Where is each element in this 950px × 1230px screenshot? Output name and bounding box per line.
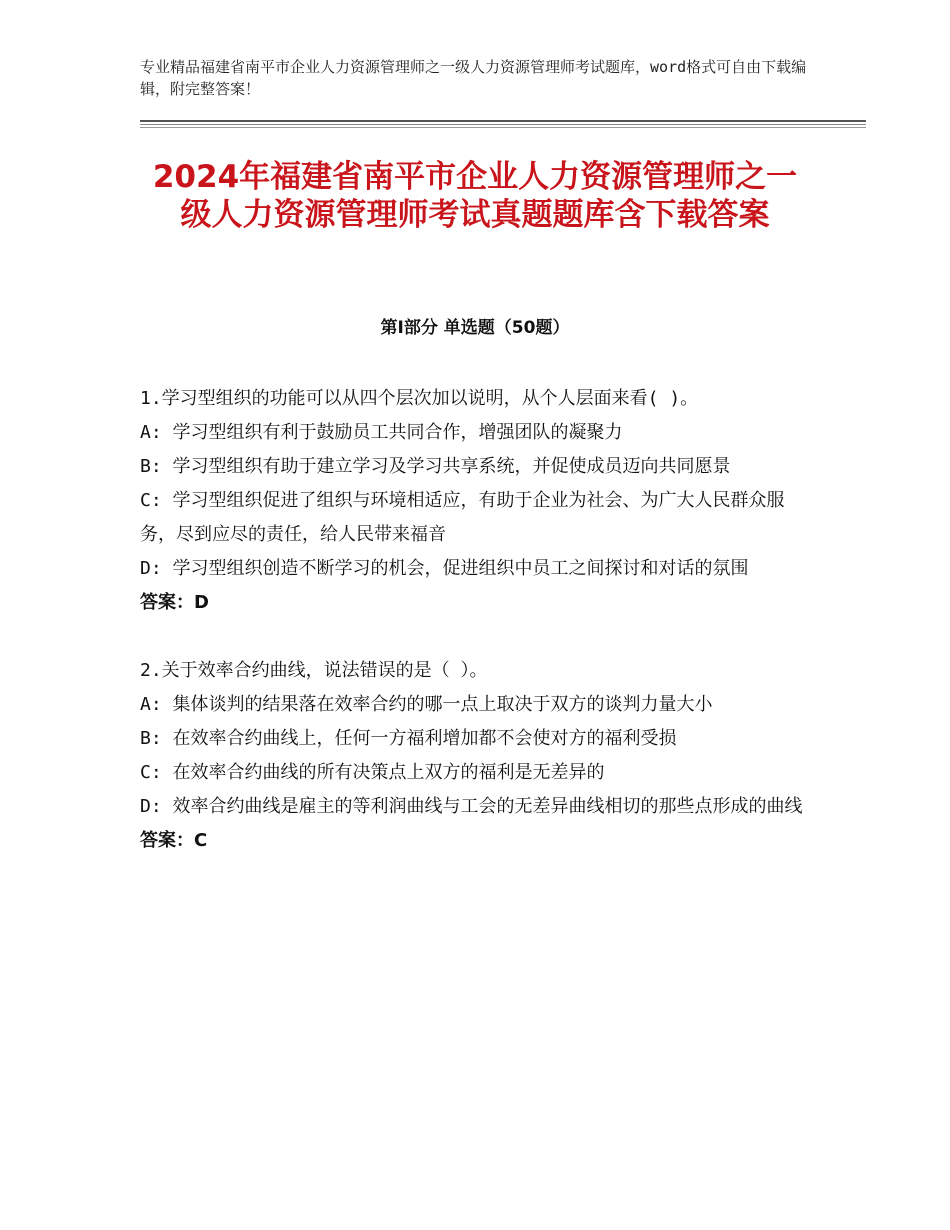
question-stem: 1.学习型组织的功能可以从四个层次加以说明，从个人层面来看( )。 [140, 388, 699, 409]
question-block [140, 382, 820, 620]
option-a: A: 集体谈判的结果落在效率合约的哪一点上取决于双方的谈判力量大小 [140, 694, 713, 715]
option-b: B: 学习型组织有助于建立学习及学习共享系统，并促使成员迈向共同愿景 [140, 456, 731, 477]
header-note: 专业精品福建省南平市企业人力资源管理师之一级人力资源管理师考试题库，word格式可自由下载编辑，附完整答案！ [140, 58, 807, 98]
document-title: 2024年福建省南平市企业人力资源管理师之一级人力资源管理师考试真题题库含下载答案 [152, 159, 798, 233]
option-a: A: 学习型组织有利于鼓励员工共同合作，增强团队的凝聚力 [140, 422, 623, 443]
header-divider-thin [140, 124, 866, 125]
section-heading: 第Ⅰ部分 单选题（50题） [380, 318, 570, 338]
question-spacer [140, 620, 820, 654]
option-d: D: 效率合约曲线是雇主的等利润曲线与工会的无差异曲线相切的那些点形成的曲线 [140, 796, 803, 817]
answer-line: 答案：C [140, 830, 208, 851]
question-block [140, 654, 820, 858]
option-b: B: 在效率合约曲线上，任何一方福利增加都不会使对方的福利受损 [140, 728, 677, 749]
option-d: D: 学习型组织创造不断学习的机会，促进组织中员工之间探讨和对话的氛围 [140, 558, 749, 579]
header-divider-thin [140, 127, 866, 128]
header-divider [140, 120, 866, 122]
answer-line: 答案：D [140, 592, 209, 613]
option-c: C: 学习型组织促进了组织与环境相适应，有助于企业为社会、为广大人民群众服务，尽到应尽的责任，给人民带来福音 [140, 490, 785, 545]
question-list [140, 382, 820, 858]
option-c: C: 在效率合约曲线的所有决策点上双方的福利是无差异的 [140, 762, 605, 783]
question-stem: 2.关于效率合约曲线，说法错误的是（ ）。 [140, 660, 488, 681]
